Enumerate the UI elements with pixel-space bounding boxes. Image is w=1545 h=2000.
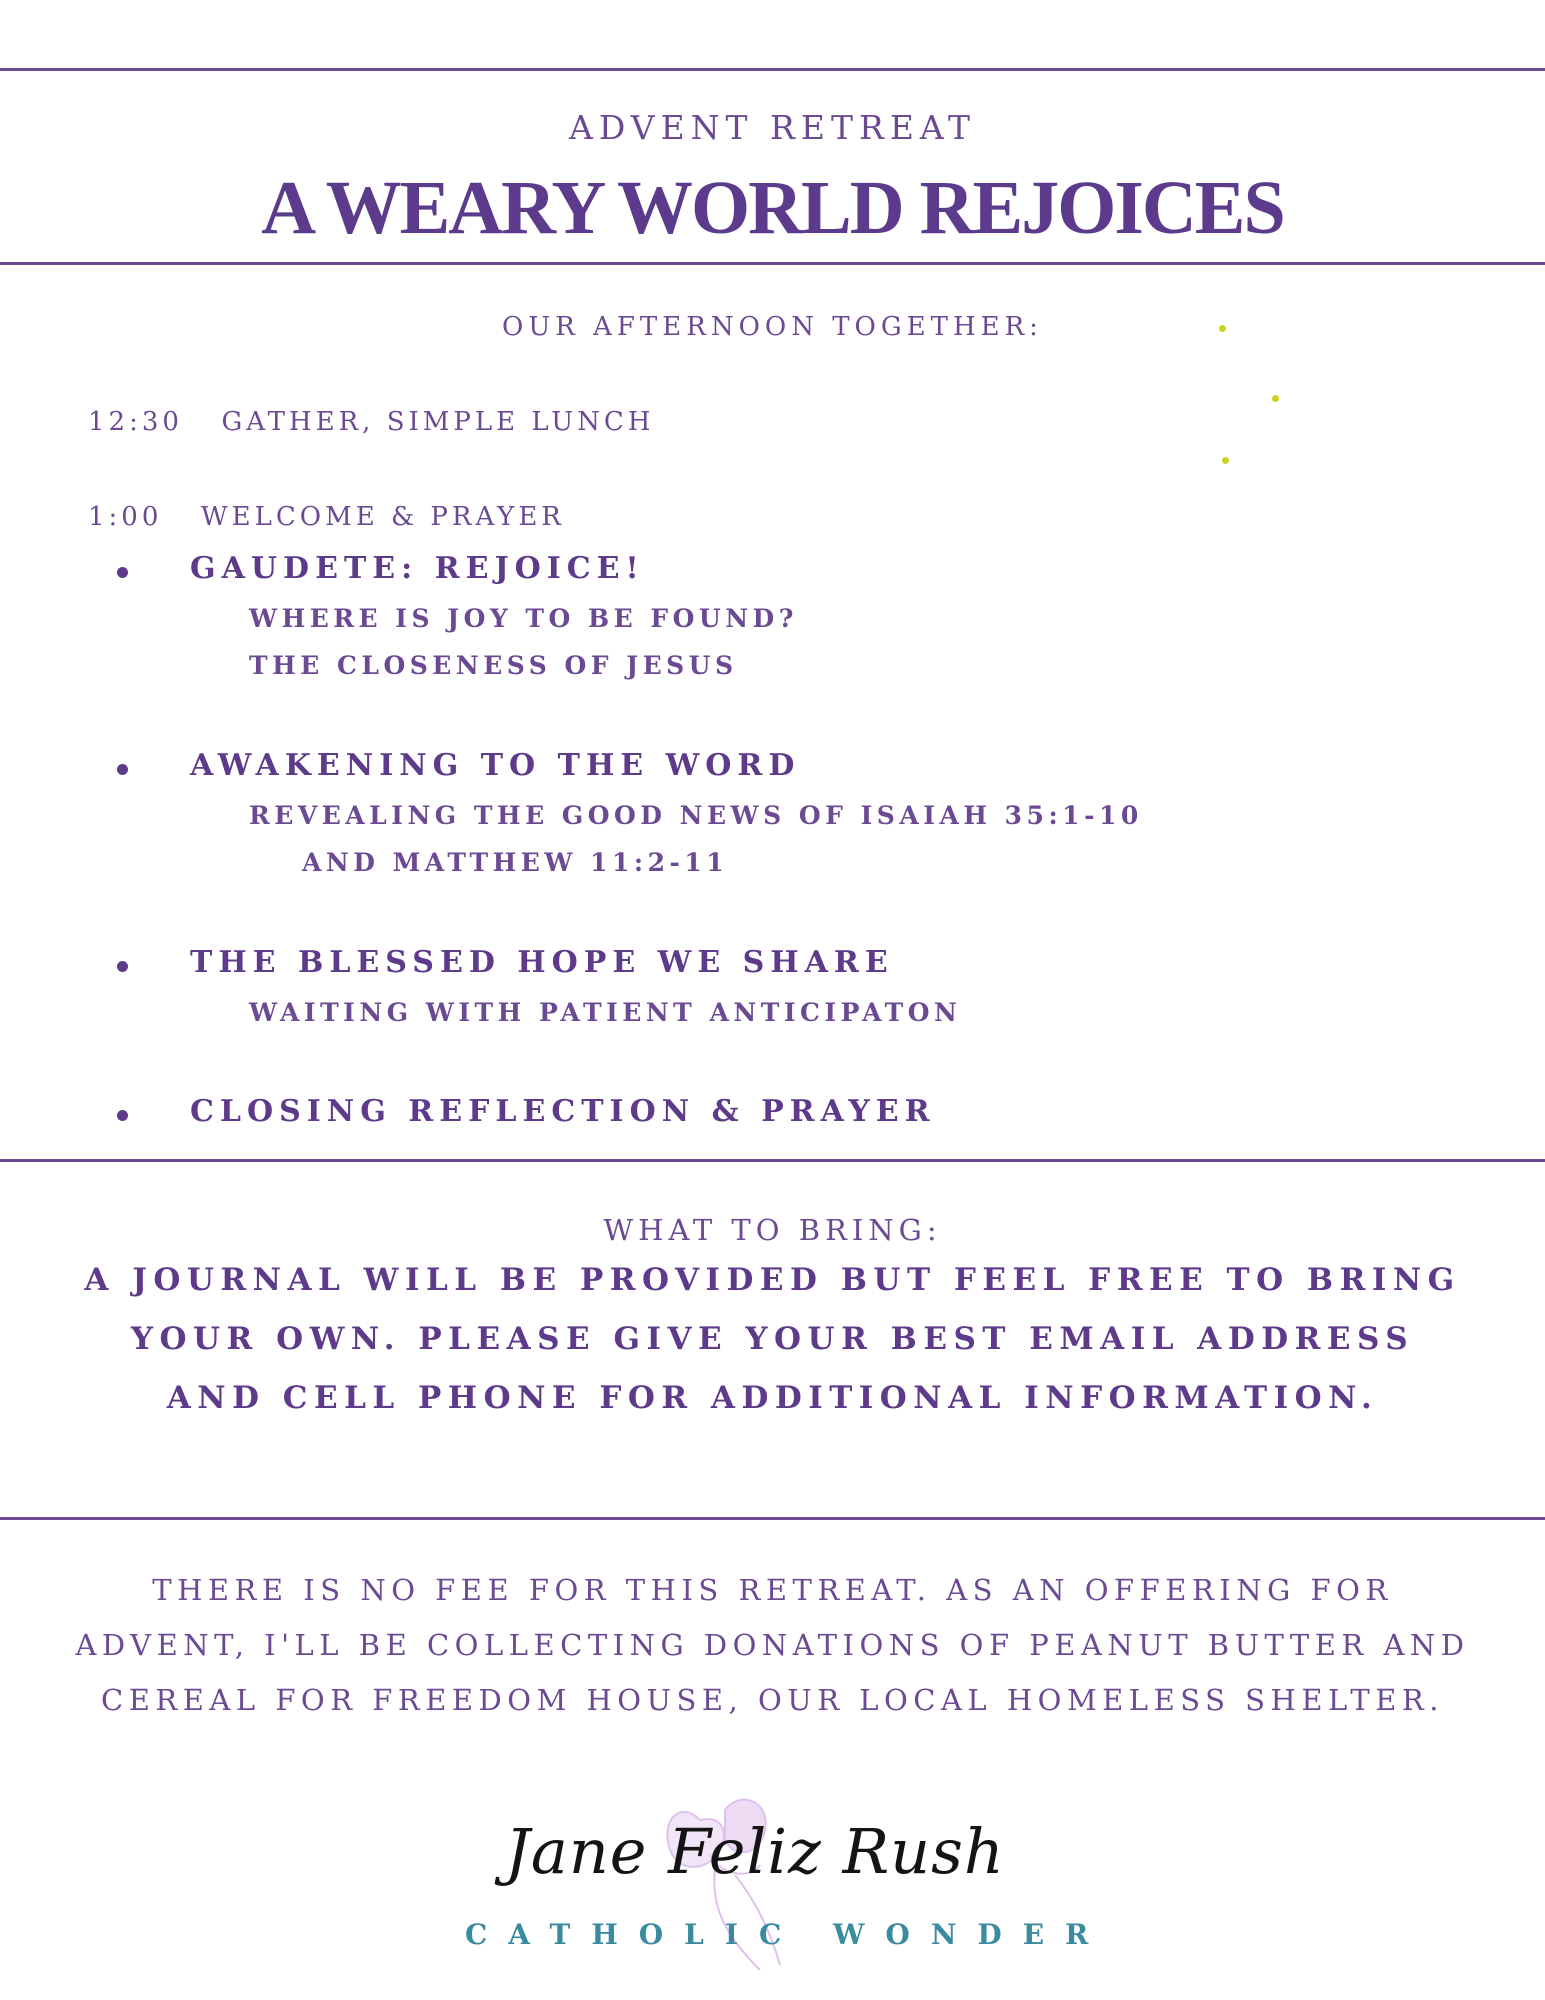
signature-logo: Jane Feliz Rush — [505, 1815, 1005, 1888]
schedule-label: WELCOME & PRAYER — [200, 502, 565, 532]
bring-line: A JOURNAL WILL BE PROVIDED BUT FEEL FREE TO BRING — [84, 1262, 1461, 1298]
schedule-time: 1:00 — [88, 502, 163, 532]
bullet-icon — [117, 764, 128, 775]
bring-heading: WHAT TO BRING: — [603, 1213, 942, 1247]
schedule-bottom-rule — [0, 1159, 1545, 1162]
schedule-time: 12:30 — [88, 407, 183, 437]
bring-line: AND CELL PHONE FOR ADDITIONAL INFORMATION. — [166, 1380, 1379, 1416]
title-rule — [0, 262, 1545, 265]
session-detail: WHERE IS JOY TO BE FOUND? — [249, 604, 798, 633]
session-detail: REVEALING THE GOOD NEWS OF ISAIAH 35:1-10 — [249, 801, 1143, 830]
decorative-dot — [1222, 457, 1229, 464]
schedule-heading: OUR AFTERNOON TOGETHER: — [502, 312, 1043, 342]
bring-bottom-rule — [0, 1517, 1545, 1520]
decorative-dot — [1272, 395, 1279, 402]
schedule-label: GATHER, SIMPLE LUNCH — [221, 407, 655, 437]
session-title: AWAKENING TO THE WORD — [190, 748, 801, 783]
brand-wordmark: CATHOLIC WONDER — [465, 1918, 1110, 1951]
top-rule — [0, 68, 1545, 71]
session-detail: THE CLOSENESS OF JESUS — [249, 651, 738, 680]
bullet-icon — [117, 1110, 128, 1121]
page-title: A WEARY WORLD REJOICES — [261, 166, 1284, 250]
bullet-icon — [117, 567, 128, 578]
event-kicker: ADVENT RETREAT — [569, 108, 976, 147]
schedule-entry — [88, 407, 654, 437]
bring-line: YOUR OWN. PLEASE GIVE YOUR BEST EMAIL ADDRESS — [130, 1321, 1415, 1357]
session-title: GAUDETE: REJOICE! — [190, 551, 645, 586]
bullet-icon — [117, 961, 128, 972]
schedule-entry — [88, 502, 565, 532]
session-detail: AND MATTHEW 11:2-11 — [302, 848, 729, 877]
session-detail: WAITING WITH PATIENT ANTICIPATON — [249, 998, 962, 1027]
session-title: CLOSING REFLECTION & PRAYER — [190, 1094, 936, 1129]
fee-line: THERE IS NO FEE FOR THIS RETREAT. AS AN OFFERING FOR — [152, 1573, 1393, 1607]
session-title: THE BLESSED HOPE WE SHARE — [190, 945, 894, 980]
fee-line: ADVENT, I'LL BE COLLECTING DONATIONS OF PEANUT BUTTER AND — [75, 1628, 1470, 1662]
fee-line: CEREAL FOR FREEDOM HOUSE, OUR LOCAL HOMELESS SHELTER. — [101, 1683, 1444, 1717]
